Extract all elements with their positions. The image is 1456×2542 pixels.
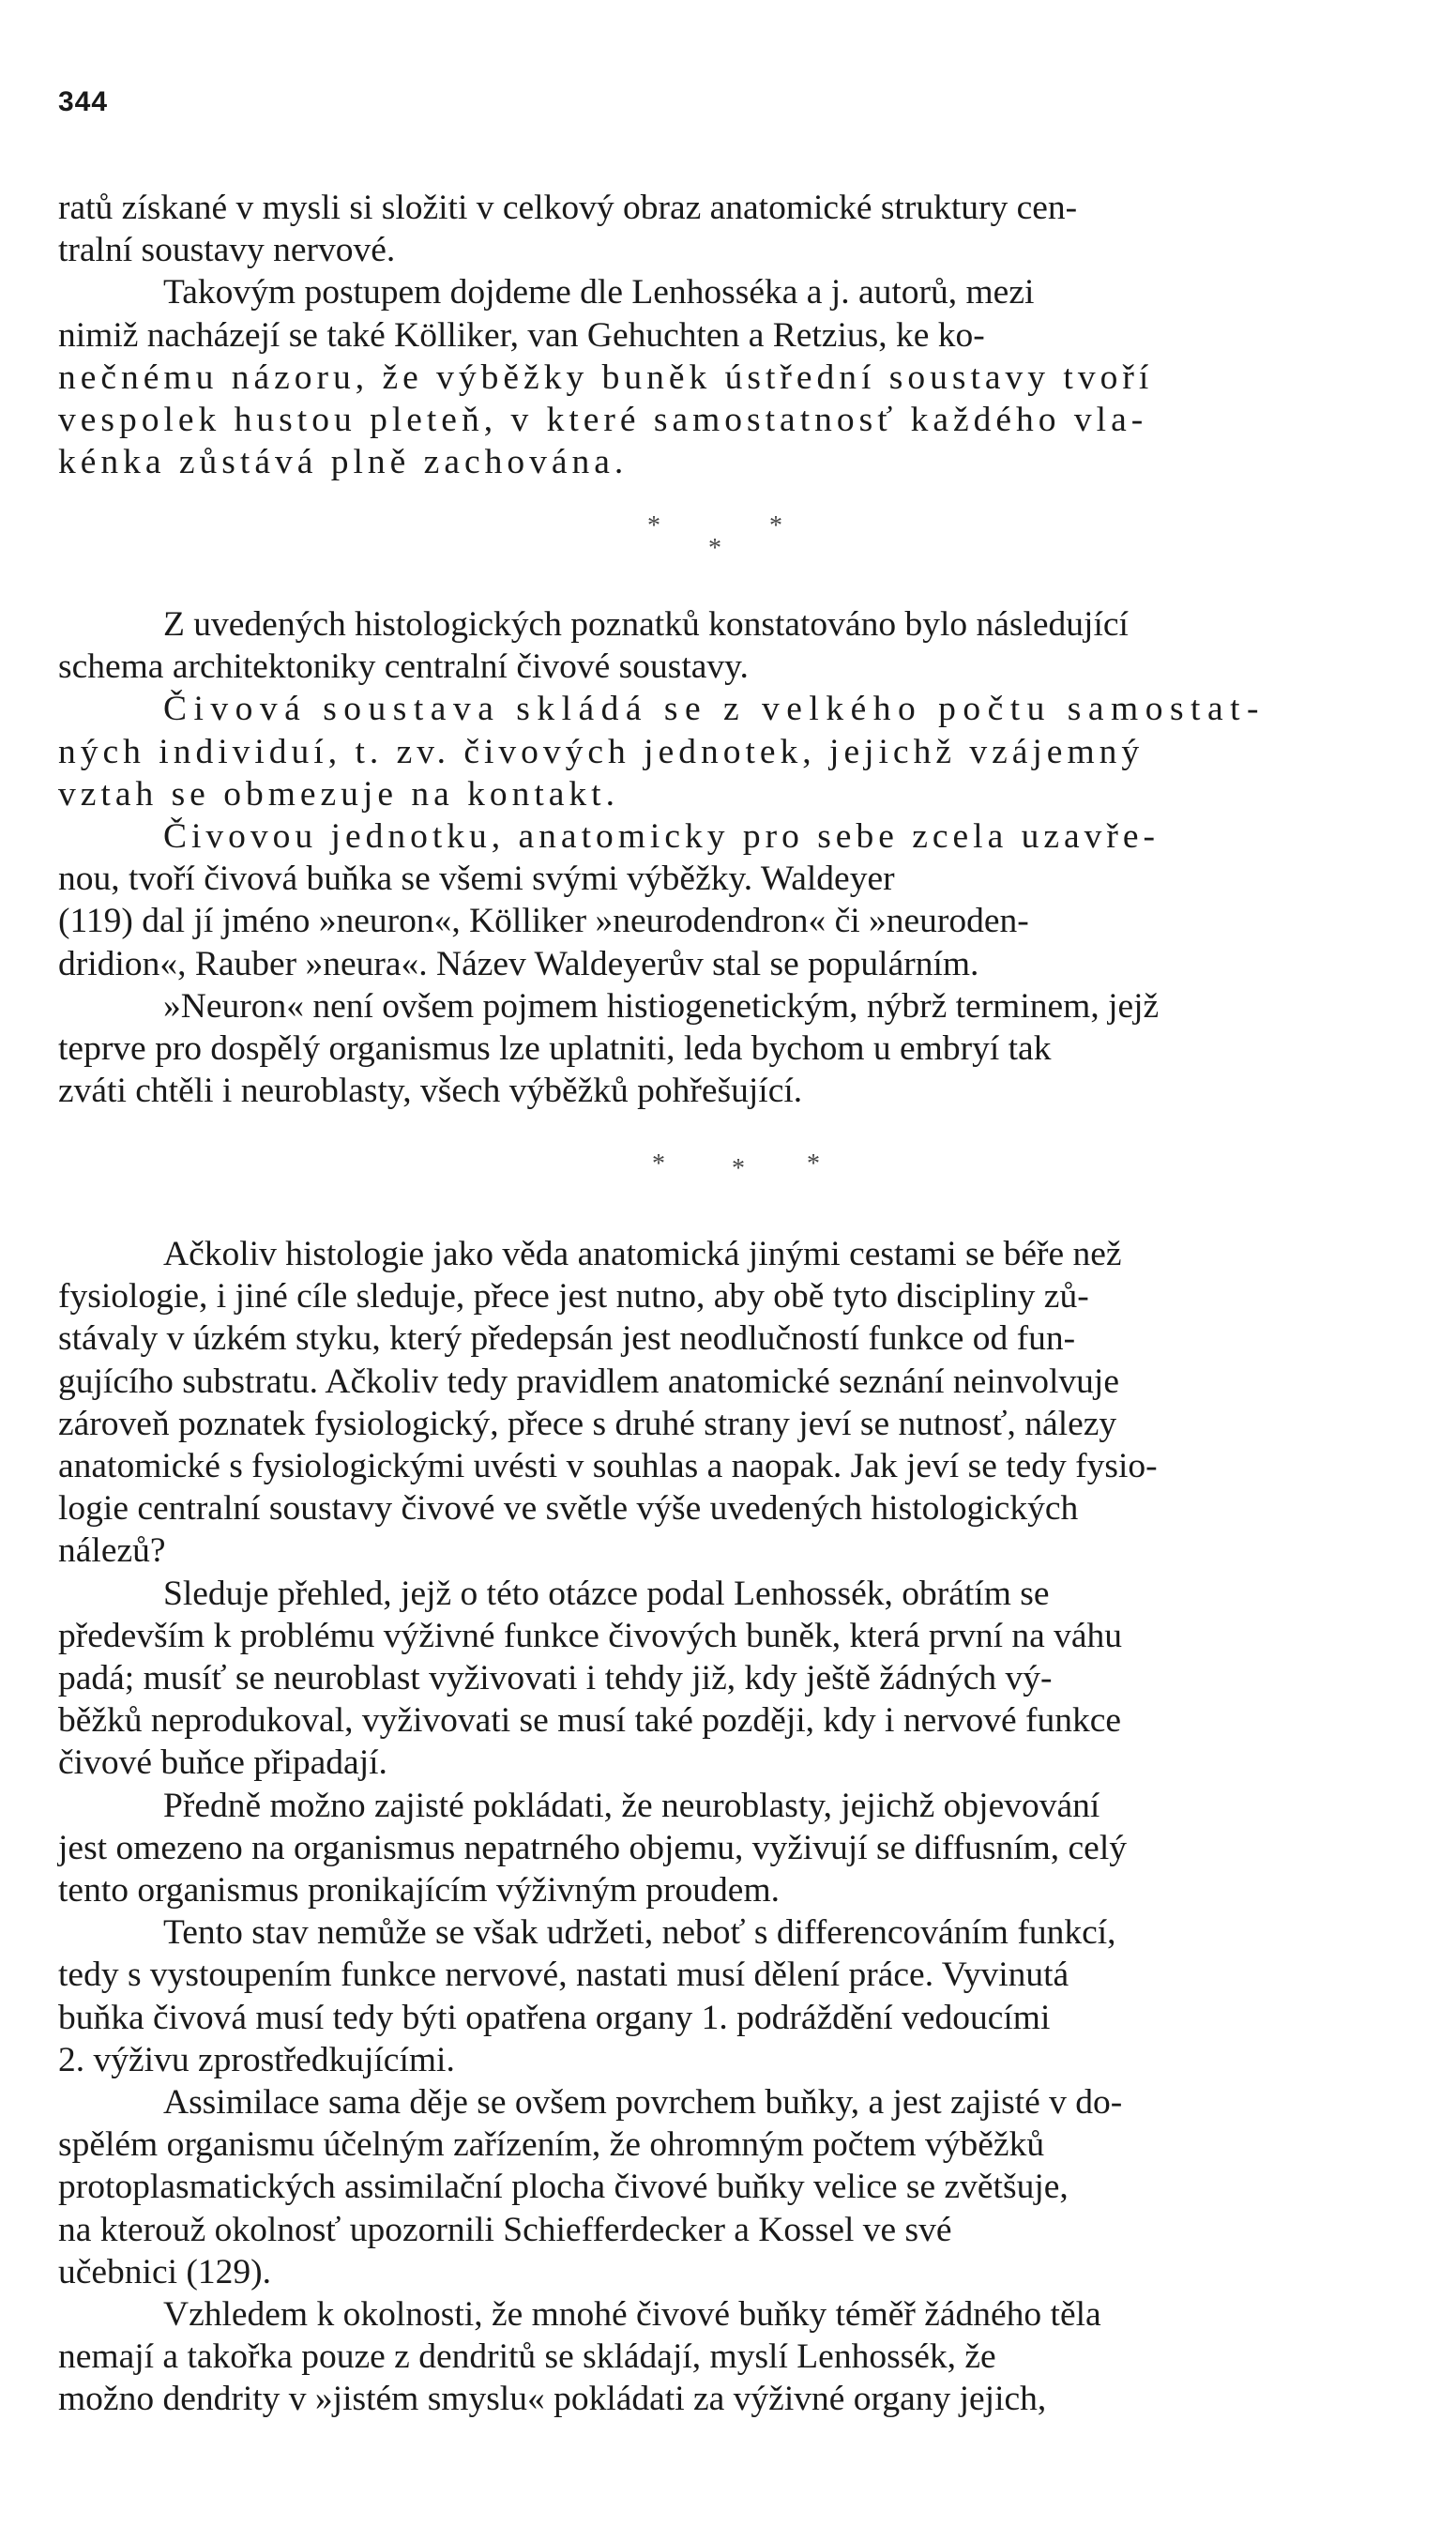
asterisk: *	[769, 511, 782, 540]
text-block-1	[58, 187, 1413, 483]
paragraph: ratů získané v mysli si složiti v celkový obraz anatomické struktury cen- tralní soustavy nervové.	[58, 189, 1078, 270]
section-divider-asterism	[0, 1149, 1456, 1206]
paragraph: Takovým postupem dojdeme dle Lenhosséka a j. autorů, mezi nimiž nacházejí se také Kölliker, van Gehuchten a Retzius, ke ko- nečnému názoru, že výběžky buněk ústřední soustavy tvoří vespolek hustou pleteň, v které samostatnosť každého vla- kénka zůstává plně zachována.	[58, 273, 1154, 482]
paragraph: Čivovou jednotku, anatomicky pro sebe zcela uzavře- nou, tvoří čivová buňka se všemi svými výběžky. Waldeyer (119) dal jí jméno »neuron«, Kölliker »neurodendron« či »neuroden- dridion«, Rauber »neura«. Název Waldeyerův stal se populárním.	[58, 817, 1160, 983]
asterisk: *	[708, 534, 721, 563]
text-block-3	[58, 1233, 1413, 2421]
section-divider-asterism	[0, 511, 1456, 568]
asterisk: *	[652, 1149, 665, 1179]
text-block-2	[58, 603, 1413, 1112]
paragraph: »Neuron« není ovšem pojmem histiogenetickým, nýbrž terminem, jejž teprve pro dospělý organismus lze uplatniti, leda bychom u embryí tak zváti chtěli i neuroblasty, všech výběžků pohřešující.	[58, 986, 1160, 1111]
paragraph: Předně možno zajisté pokládati, že neuroblasty, jejichž objevování jest omezeno na organismus nepatrného objemu, vyživují se diffusním, celý tento organismus pronikajícím výživným proudem.	[58, 1786, 1127, 1910]
page-number: 344	[58, 86, 109, 117]
paragraph: Sleduje přehled, jejž o této otázce podal Lenhossék, obrátím se především k problému výživné funkce čivových buněk, která první na váhu padá; musíť se neuroblast vyživovati i tehdy již, kdy ještě žádných vý- běžků neprodukoval, vyživovati se musí také později, kdy i nervové funkce čivové buňce připadají.	[58, 1574, 1123, 1783]
asterisk: *	[807, 1149, 820, 1179]
paragraph: Z uvedených histologických poznatků konstatováno bylo následující schema architektoniky centralní čivové soustavy.	[58, 605, 1129, 687]
paragraph: Vzhledem k okolnosti, že mnohé čivové buňky téměř žádného těla nemají a takořka pouze z dendritů se skládají, myslí Lenhossék, že možno dendrity v »jistém smyslu« pokládati za výživné organy jejich,	[58, 2295, 1101, 2419]
asterisk: *	[647, 511, 660, 540]
paragraph: Čivová soustava skládá se z velkého počtu samostat- ných individuí, t. zv. čivových jednotek, jejichž vzájemný vztah se obmezuje na kontakt.	[58, 690, 1266, 814]
asterisk: *	[732, 1154, 745, 1183]
paragraph: Assimilace sama děje se ovšem povrchem buňky, a jest zajisté v do- spělém organismu účelným zařízením, že ohromným počtem výběžků protoplasmatických assimilační plocha čivové buňky velice se zvětšuje, na kterouž okolnosť upozornili Schiefferdecker a Kossel ve své učebnici (129).	[58, 2083, 1123, 2291]
paragraph: Tento stav nemůže se však udržeti, neboť s differencováním funkcí, tedy s vystoupením funkce nervové, nastati musí dělení práce. Vyvinutá buňka čivová musí tedy býti opatřena organy 1. podráždění vedoucími 2. výživu zprostředkujícími.	[58, 1913, 1116, 2079]
paragraph: Ačkoliv histologie jako věda anatomická jinými cestami se béře než fysiologie, i jiné cíle sleduje, přece jest nutno, aby obě tyto discipliny zů- stávaly v úzkém styku, který předepsán jest neodlučností funkce od fun- gujícího substratu. Ačkoliv tedy pravidlem anatomické seznání neinvolvuje zároveň poznatek fysiologický, přece s druhé strany jeví se nutnosť, nálezy anatomické s fysiologickými uvésti v souhlas a naopak. Jak jeví se tedy fysio- logie centralní soustavy čivové ve světle výše uvedených histologických nálezů?	[58, 1235, 1158, 1571]
